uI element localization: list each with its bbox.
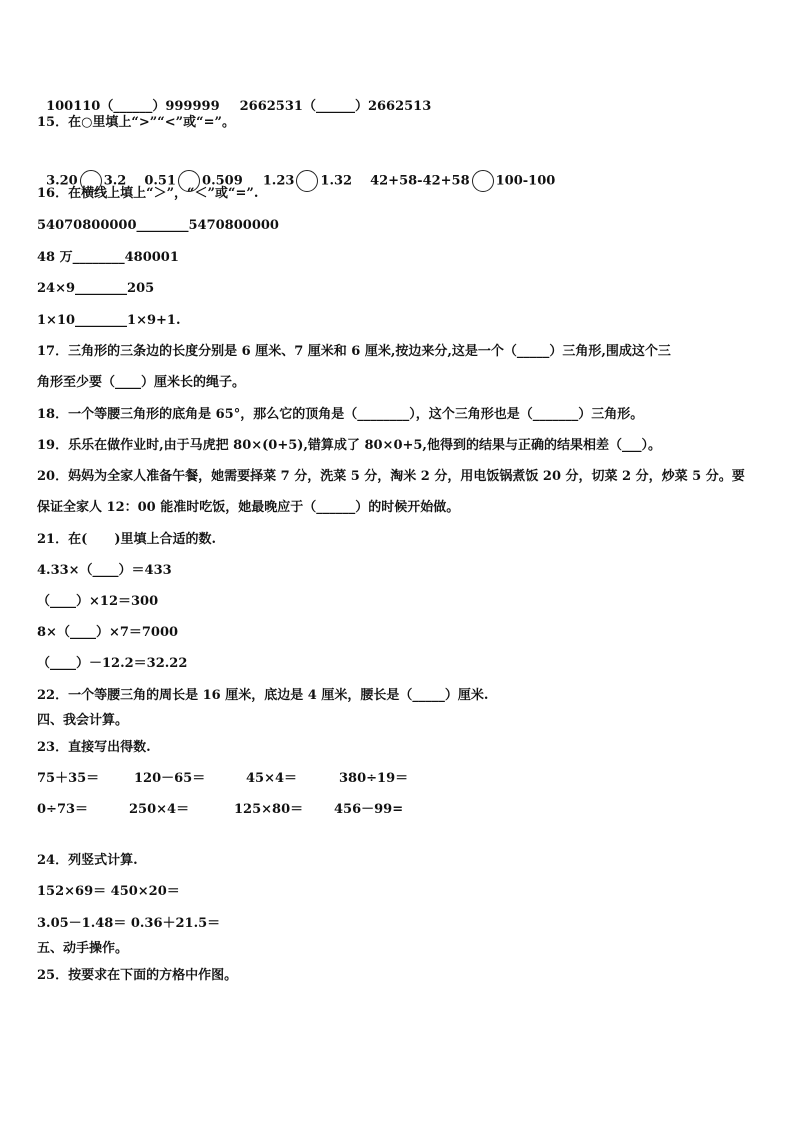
q15-item-1-left: 3.20 bbox=[46, 173, 78, 189]
section-4-heading: 四、我会计算。 bbox=[37, 713, 129, 728]
q24-line-1: 152×69＝ 450×20＝ bbox=[37, 884, 180, 899]
q14-a-right: ）999999 bbox=[152, 99, 220, 114]
q20-line-2: 保证全家人 12：00 能准时吃饭，她最晚应于（______）的时候开始做。 bbox=[37, 500, 460, 515]
q21-line-4: （____）－12.2＝32.22 bbox=[37, 656, 188, 671]
q23-r1-c3: 45×4＝ bbox=[246, 771, 298, 786]
section-5-heading: 五、动手操作。 bbox=[37, 941, 129, 956]
q16-line-3: 24×9________205 bbox=[37, 281, 155, 296]
q23-title: 23．直接写出得数. bbox=[37, 740, 151, 755]
q23-r2-c1: 0÷73＝ bbox=[37, 802, 89, 817]
q24-line-2: 3.05－1.48＝ 0.36＋21.5＝ bbox=[37, 916, 221, 931]
q21-line-3: 8×（____）×7＝7000 bbox=[37, 625, 179, 640]
q17-line-1: 17．三角形的三条边的长度分别是 6 厘米、7 厘米和 6 厘米,按边来分,这是一个（_____）三角形,围成这个三 bbox=[37, 344, 671, 359]
q25-text: 25．按要求在下面的方格中作图。 bbox=[37, 968, 238, 983]
q14-b-blank[interactable]: ______ bbox=[315, 99, 355, 114]
q15-item-4-right: 100-100 bbox=[495, 173, 556, 189]
q15-item-4-left: 42+58-42+58 bbox=[370, 173, 470, 189]
q23-r1-c4: 380÷19＝ bbox=[339, 771, 409, 786]
q14-compare-line bbox=[37, 83, 431, 115]
q15-item-3-right: 1.32 bbox=[320, 173, 353, 189]
q15-item-3-left: 1.23 bbox=[262, 173, 295, 189]
q16-line-1: 54070800000________5470800000 bbox=[37, 218, 279, 233]
q21-line-2: （____）×12＝300 bbox=[37, 594, 159, 609]
q23-r1-c2: 120－65＝ bbox=[134, 771, 206, 786]
q15-title: 15．在○里填上“>”“<”或“=”。 bbox=[37, 115, 235, 130]
q16-line-4: 1×10________1×9+1. bbox=[37, 313, 181, 328]
q16-title: 16．在横线上填上“＞”，“＜”或“=”. bbox=[37, 186, 259, 201]
q15-item-1-right: 3.2 bbox=[103, 173, 127, 189]
q23-r2-c4: 456－99= bbox=[334, 802, 404, 817]
compare-circle-3[interactable] bbox=[296, 170, 318, 192]
q23-r2-c2: 250×4＝ bbox=[129, 802, 190, 817]
q17-line-2: 角形至少要（____）厘米长的绳子。 bbox=[37, 375, 246, 390]
q16-line-2: 48 万________480001 bbox=[37, 250, 179, 265]
q20-line-1: 20．妈妈为全家人准备午餐，她需要择菜 7 分，洗菜 5 分，淘米 2 分，用电饭锅煮饭 20 分，切菜 2 分，炒菜 5 分。要 bbox=[37, 469, 745, 484]
q22-text: 22．一个等腰三角的周长是 16 厘米，底边是 4 厘米，腰长是（_____）厘米. bbox=[37, 688, 489, 703]
q18-text: 18．一个等腰三角形的底角是 65°，那么它的顶角是（________），这个三角形也是（_______）三角形。 bbox=[37, 407, 644, 422]
q14-a-blank[interactable]: ______ bbox=[113, 99, 153, 114]
q15-item-2-left: 0.51 bbox=[144, 173, 177, 189]
compare-circle-4[interactable] bbox=[472, 170, 494, 192]
q21-line-1: 4.33×（____）＝433 bbox=[37, 563, 172, 578]
q15-item-2-right: 0.509 bbox=[202, 173, 243, 189]
q23-r2-c3: 125×80＝ bbox=[234, 802, 304, 817]
q24-title: 24．列竖式计算. bbox=[37, 853, 138, 868]
q14-b-left: 2662531（ bbox=[239, 99, 316, 114]
q21-title: 21．在( )里填上合适的数. bbox=[37, 532, 217, 547]
q23-r1-c1: 75＋35＝ bbox=[37, 771, 100, 786]
q14-b-right: ）2662513 bbox=[354, 99, 432, 114]
q19-text: 19．乐乐在做作业时,由于马虎把 80×(0+5),错算成了 80×0+5,他得到的结果与正确的结果相差（___）。 bbox=[37, 438, 661, 453]
q14-a-left: 100110（ bbox=[46, 99, 114, 114]
